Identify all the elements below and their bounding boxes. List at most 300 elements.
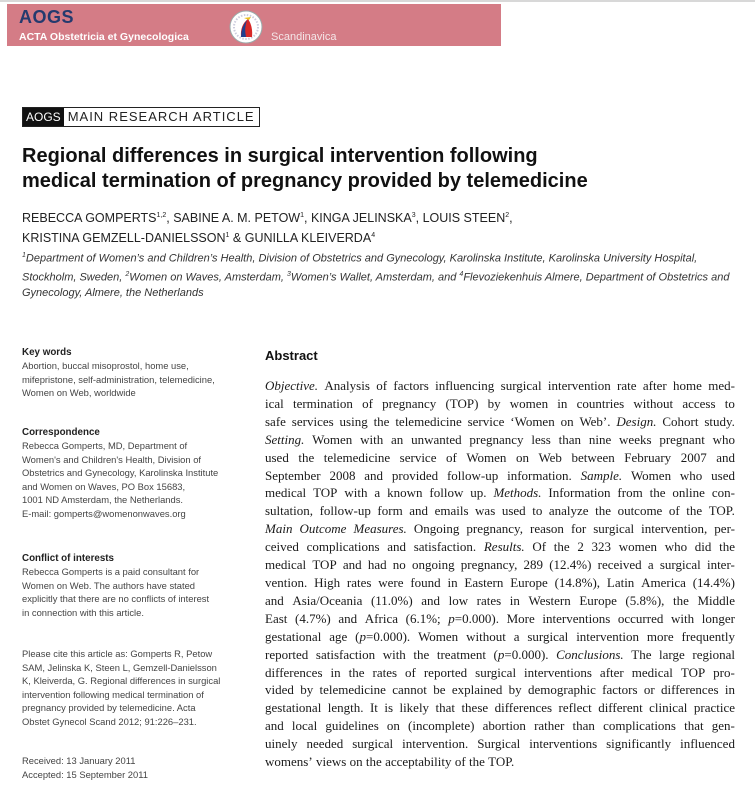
abstract-word xyxy=(702,610,735,628)
abstract-text: medical xyxy=(265,557,307,573)
abstract-text: Women xyxy=(466,449,507,465)
sidebar-line: K, Kleiverda, G. Regional differences in surgical xyxy=(22,675,221,687)
author-list xyxy=(22,207,513,247)
author-name: GUNILLA KLEIVERDA xyxy=(244,231,372,246)
abstract-word xyxy=(632,664,673,682)
abstract-word xyxy=(681,664,705,682)
abstract-text: after xyxy=(599,664,624,680)
abstract-text: reason xyxy=(530,521,564,537)
sidebar-line: Women on Web, worldwide xyxy=(22,387,136,399)
abstract-text: and xyxy=(421,592,441,608)
abstract-word xyxy=(556,646,624,664)
abstract-text: different xyxy=(598,700,643,716)
article-title xyxy=(22,144,742,194)
abstract-text: interventions xyxy=(529,736,598,752)
abstract-text: up. xyxy=(470,485,487,501)
abstract-line xyxy=(265,467,735,485)
abstract-word xyxy=(265,735,298,753)
author-name: REBECCA GOMPERTS xyxy=(22,211,157,226)
abstract-word xyxy=(435,377,494,395)
author-separator: & xyxy=(229,231,245,246)
received-date: Received: 13 January 2011 xyxy=(22,755,136,766)
author-name: SABINE A. M. PETOW xyxy=(173,211,301,226)
author xyxy=(422,211,513,226)
abstract-text: surgical xyxy=(500,378,542,393)
abstract-word xyxy=(528,592,570,610)
abstract-line xyxy=(265,395,735,413)
abstract-text: 2 xyxy=(577,539,584,555)
abstract-text: in xyxy=(447,574,458,590)
author xyxy=(311,211,416,225)
abstract-word xyxy=(347,574,372,592)
abstract-word xyxy=(534,717,564,735)
abstract-word xyxy=(292,592,362,610)
abstract-word xyxy=(414,520,460,538)
abstract-word xyxy=(648,556,654,574)
abstract-word xyxy=(579,413,610,431)
abstract-text: the xyxy=(468,754,485,770)
abstract-line xyxy=(265,753,735,771)
abstract-text: 2008 xyxy=(329,467,356,483)
abstract-text: demographic xyxy=(527,682,596,698)
abstract-text: study. xyxy=(704,413,735,429)
abstract-text: East xyxy=(265,610,288,626)
abstract-word xyxy=(617,377,636,395)
abstract-word xyxy=(387,717,400,735)
abstract-word xyxy=(365,610,398,628)
abstract-word xyxy=(376,377,387,395)
abstract-text: medical xyxy=(631,664,673,680)
abstract-text: who xyxy=(664,539,688,555)
abstract-word xyxy=(320,681,386,699)
conflict-heading: Conflict of interests xyxy=(22,553,114,564)
abstract-body xyxy=(265,377,735,771)
abstract-text: surgical xyxy=(475,664,517,680)
abstract-text: on xyxy=(560,413,574,429)
abstract-word xyxy=(531,431,551,449)
abstract-word xyxy=(331,664,341,682)
abstract-text: known xyxy=(387,485,423,501)
abstract-word xyxy=(466,449,506,467)
abstract-line xyxy=(265,449,735,467)
abstract-word xyxy=(694,699,735,717)
abstract-text: Surgical xyxy=(477,736,521,752)
abstract-word xyxy=(372,664,397,682)
abstract-word xyxy=(292,717,317,735)
abstract-word xyxy=(695,538,712,556)
abstract-word xyxy=(382,395,436,413)
abstract-text: weeks xyxy=(619,431,652,447)
abstract-word xyxy=(265,520,292,538)
abstract-word xyxy=(602,681,637,699)
abstract-word xyxy=(265,592,284,610)
abstract-word xyxy=(265,538,299,556)
abstract-text: the xyxy=(686,503,703,519)
abstract-word xyxy=(593,520,634,538)
abstract-word xyxy=(464,574,503,592)
abstract-word xyxy=(549,556,591,574)
abstract-word xyxy=(437,646,486,664)
abstract-text: treatment xyxy=(436,646,486,662)
abstract-text: and xyxy=(265,718,284,734)
abstract-word xyxy=(461,699,488,717)
abstract-text: and xyxy=(387,539,407,555)
abstract-word xyxy=(619,538,657,556)
abstract-word xyxy=(660,556,701,574)
abstract-word xyxy=(488,395,501,413)
author-affiliation-mark: 1,2 xyxy=(156,212,167,219)
sidebar-line: Abortion, buccal misoprostol, home use, xyxy=(22,360,189,371)
abstract-text: emails xyxy=(434,503,469,519)
affiliations xyxy=(22,248,742,301)
abstract-word xyxy=(338,610,357,628)
abstract-text: home xyxy=(673,378,702,393)
abstract-text: Women xyxy=(418,628,459,644)
abstract-word xyxy=(600,664,624,682)
author-affiliation-mark: 1 xyxy=(300,212,305,219)
abstract-word xyxy=(395,413,461,431)
abstract-text: Women xyxy=(630,467,672,483)
abstract-text: an xyxy=(391,431,404,447)
abstract-word xyxy=(662,413,698,431)
abstract-word xyxy=(461,556,518,574)
abstract-line xyxy=(265,735,735,753)
abstract-text: needed xyxy=(306,736,344,752)
abstract-word xyxy=(400,449,437,467)
abstract-word xyxy=(377,502,402,520)
abstract-text: and xyxy=(338,610,358,626)
abstract-word xyxy=(548,484,610,502)
abstract-word xyxy=(571,449,614,467)
abstract-word xyxy=(647,628,674,646)
abstract-text: in xyxy=(557,395,568,411)
abstract-word xyxy=(709,502,735,520)
abstract-text: in xyxy=(509,592,520,608)
abstract-word xyxy=(265,753,313,771)
abstract-word xyxy=(265,467,321,485)
abstract-text: telemedicine xyxy=(395,413,462,429)
abstract-text: differences xyxy=(265,664,323,680)
abstract-word xyxy=(581,467,623,485)
conflict-section xyxy=(22,553,247,619)
abstract-word xyxy=(579,592,617,610)
abstract-text: of xyxy=(445,449,457,465)
abstract-text: likely xyxy=(399,700,430,716)
abstract-text: interventions xyxy=(524,664,592,680)
abstract-line xyxy=(265,520,735,538)
abstract-word xyxy=(312,556,336,574)
abstract-text: women xyxy=(618,539,657,555)
abstract-text: interventions xyxy=(542,610,611,626)
abstract-text: September xyxy=(265,467,321,483)
abstract-text: from xyxy=(617,485,643,501)
abstract-text: nine xyxy=(588,431,612,447)
abstract-text: Asia/Oceania xyxy=(292,592,363,608)
abstract-text: High xyxy=(314,574,341,590)
abstract-word xyxy=(413,646,429,664)
abstract-text: is xyxy=(384,700,394,716)
abstract-text: TOP xyxy=(680,664,706,680)
abstract-word xyxy=(548,377,611,395)
affiliation-text: Women’s Wallet, Amsterdam, and xyxy=(290,271,460,284)
journal-seal-logo xyxy=(229,10,263,44)
author xyxy=(245,231,375,245)
abstract-text: medical xyxy=(265,485,307,501)
page-top-border xyxy=(0,0,755,2)
abstract-text: the xyxy=(649,485,666,501)
abstract-word xyxy=(447,467,498,485)
abstract-word xyxy=(421,592,440,610)
abstract-word xyxy=(577,395,625,413)
sidebar-line: Obstetrics and Gynecology, Karolinska Institute xyxy=(22,467,219,479)
abstract-word xyxy=(712,484,735,502)
abstract-word xyxy=(343,556,362,574)
abstract-word xyxy=(265,377,318,395)
abstract-word xyxy=(405,664,416,682)
abstract-text: 289 xyxy=(523,557,544,573)
abstract-word xyxy=(429,484,463,502)
abstract-text: who xyxy=(679,467,703,483)
author-affiliation-mark: 1 xyxy=(225,232,230,240)
abstract-text: online xyxy=(672,485,705,501)
abstract-text: unwanted xyxy=(411,431,462,447)
abstract-text: using xyxy=(339,413,368,429)
author xyxy=(22,211,166,225)
abstract-text: pregnancy xyxy=(469,431,524,447)
abstract-text: follow-up xyxy=(446,467,499,483)
abstract-word xyxy=(307,538,380,556)
abstract-word xyxy=(650,484,666,502)
abstract-word xyxy=(507,610,535,628)
abstract-text: the xyxy=(553,539,570,555)
abstract-text: abortion xyxy=(482,718,526,734)
abstract-text: be xyxy=(433,682,446,698)
citation-section xyxy=(22,647,247,729)
author-separator: , xyxy=(415,211,423,226)
abstract-word xyxy=(265,610,287,628)
abstract-word xyxy=(606,735,671,753)
sidebar-line: pregnancy provided by telemedicine. Acta xyxy=(22,702,196,714)
abstract-text: received xyxy=(597,557,642,573)
abstract-text: reflect xyxy=(558,700,592,716)
abstract-word xyxy=(693,574,735,592)
author-affiliation-mark: 4 xyxy=(371,232,376,240)
abstract-text: intervention. xyxy=(402,736,469,752)
abstract-text: occurred xyxy=(617,610,664,626)
abstract-text: length. xyxy=(327,700,364,716)
abstract-word xyxy=(292,413,334,431)
sidebar-line: in connection with this article. xyxy=(22,606,144,618)
abstract-text: med- xyxy=(708,378,735,393)
abstract-text: the xyxy=(719,539,735,555)
abstract-text: more xyxy=(646,628,674,644)
abstract-word xyxy=(603,717,676,735)
abstract-word xyxy=(466,628,506,646)
abstract-word xyxy=(344,484,367,502)
abstract-text: =0.000). xyxy=(366,628,411,644)
abstract-text: complications xyxy=(306,539,380,555)
abstract-text: ceived xyxy=(265,539,299,555)
abstract-text: pregnancy, xyxy=(460,557,518,573)
abstract-word xyxy=(325,717,378,735)
author-name: LOUIS STEEN xyxy=(422,211,506,226)
article-type-prefix: AOGS xyxy=(23,108,64,126)
abstract-line xyxy=(265,502,735,520)
abstract-text: and xyxy=(716,449,735,465)
abstract-line xyxy=(265,681,735,699)
abstract-text: ongoing xyxy=(411,557,455,573)
abstract-word xyxy=(320,502,371,520)
abstract-italic-term: Conclusions. xyxy=(556,646,624,662)
abstract-text: Europe xyxy=(510,574,548,590)
abstract-word xyxy=(669,502,680,520)
abstract-word xyxy=(355,628,410,646)
abstract-word xyxy=(555,574,601,592)
abstract-text: (12.4%) xyxy=(549,557,592,573)
abstract-word xyxy=(370,699,378,717)
abstract-word xyxy=(711,467,735,485)
correspondence-email[interactable]: E-mail: gomperts@womenonwaves.org xyxy=(22,507,186,519)
dates-section xyxy=(22,754,247,781)
abstract-word xyxy=(265,574,307,592)
abstract-word xyxy=(368,556,387,574)
abstract-text: factors xyxy=(602,682,638,698)
abstract-line xyxy=(265,717,735,735)
abstract-word xyxy=(435,502,469,520)
abstract-text: and xyxy=(409,503,429,519)
abstract-text: did xyxy=(694,539,712,555)
abstract-text: Europe xyxy=(579,592,617,608)
abstract-word xyxy=(716,449,735,467)
abstract-text: telemedicine xyxy=(323,449,391,465)
abstract-word xyxy=(366,753,382,771)
abstract-text: no xyxy=(392,557,406,573)
abstract-text: rates xyxy=(346,574,372,590)
abstract-word xyxy=(265,502,313,520)
abstract-text: between xyxy=(571,449,615,465)
abstract-word xyxy=(306,735,343,753)
abstract-word xyxy=(387,484,422,502)
sidebar-line: Women on Web. The authors have stated xyxy=(22,579,196,591)
abstract-italic-term: Objective. xyxy=(265,378,319,393)
abstract-text: intervention, xyxy=(641,521,708,537)
abstract-heading: Abstract xyxy=(265,348,318,363)
journal-header-band xyxy=(7,4,501,46)
abstract-text: women xyxy=(509,395,549,411)
abstract-word xyxy=(371,592,413,610)
abstract-text: The xyxy=(631,646,652,662)
abstract-word xyxy=(549,502,589,520)
abstract-word xyxy=(680,467,702,485)
abstract-text: TOP. xyxy=(708,503,735,519)
abstract-text: cannot xyxy=(392,682,427,698)
abstract-line xyxy=(265,377,735,395)
abstract-text: a xyxy=(513,628,520,644)
abstract-word xyxy=(265,484,306,502)
abstract-text: was xyxy=(475,503,496,519)
abstract-word xyxy=(619,431,652,449)
abstract-text: ( xyxy=(493,646,498,662)
abstract-word xyxy=(449,592,469,610)
abstract-text: the xyxy=(348,664,365,680)
abstract-word xyxy=(265,681,294,699)
keywords-section xyxy=(22,347,247,400)
abstract-word xyxy=(483,717,526,735)
abstract-text: by xyxy=(300,682,314,698)
abstract-word xyxy=(686,502,702,520)
sidebar-line: Rebecca Gomperts is a paid consultant for xyxy=(22,566,200,577)
abstract-italic-term: Methods. xyxy=(493,485,542,501)
abstract-text: (TOP) xyxy=(445,395,479,411)
abstract-text: clinical xyxy=(649,700,688,716)
abstract-text: (11.0%) xyxy=(370,592,413,608)
abstract-word xyxy=(529,735,597,753)
abstract-text: =0.000). xyxy=(454,610,499,626)
abstract-text: It xyxy=(369,700,378,716)
correspondence-heading: Correspondence xyxy=(22,427,100,438)
abstract-word xyxy=(684,717,704,735)
abstract-text: with xyxy=(344,485,368,501)
abstract-italic-term: Sample. xyxy=(580,467,623,483)
article-type-badge xyxy=(22,107,260,127)
abstract-text: rate xyxy=(617,378,637,393)
abstract-word xyxy=(329,467,355,485)
abstract-word xyxy=(265,431,304,449)
abstract-text: Web xyxy=(538,449,562,465)
abstract-text: the xyxy=(413,646,430,662)
abstract-text: with xyxy=(382,646,406,662)
abstract-text: these xyxy=(461,700,489,716)
abstract-word xyxy=(470,484,486,502)
abstract-text: per- xyxy=(714,521,735,537)
title-line: medical termination of pregnancy provided by telemedicine xyxy=(22,170,588,192)
abstract-text: the xyxy=(595,503,612,519)
journal-suffix: Scandinavica xyxy=(271,31,337,43)
abstract-text: vided xyxy=(265,682,294,698)
abstract-text: (4.7%) xyxy=(295,610,331,626)
abstract-word xyxy=(524,664,592,682)
abstract-word xyxy=(643,377,667,395)
abstract-text: TOP xyxy=(313,485,338,501)
abstract-text: local xyxy=(291,718,318,734)
abstract-word xyxy=(445,395,478,413)
abstract-text: on xyxy=(515,449,529,465)
abstract-italic-term: Outcome xyxy=(299,521,347,537)
abstract-line xyxy=(265,664,735,682)
abstract-text: rates xyxy=(476,592,502,608)
abstract-text: Cohort xyxy=(662,413,699,429)
abstract-word xyxy=(644,681,655,699)
abstract-text: (incomplete) xyxy=(408,718,475,734)
abstract-word xyxy=(661,681,719,699)
abstract-word xyxy=(329,628,347,646)
abstract-text: that xyxy=(684,718,704,734)
abstract-text: and xyxy=(364,467,384,483)
abstract-text: gen- xyxy=(711,718,735,734)
abstract-text: inter- xyxy=(706,557,735,573)
abstract-text: low xyxy=(448,592,469,608)
abstract-word xyxy=(324,449,390,467)
abstract-word xyxy=(510,413,554,431)
affiliation-text: Department of Women’s and Children’s Health, Division of Obstetrics and Gynecology, Karolinska Institute, Karolinska University Hospital, Stockholm, Sweden, xyxy=(22,252,698,284)
abstract-text: TOP xyxy=(312,557,337,573)
abstract-word xyxy=(576,628,639,646)
abstract-text: the xyxy=(672,592,689,608)
abstract-text: differences xyxy=(494,700,553,716)
abstract-word xyxy=(410,574,440,592)
abstract-text: frequently xyxy=(681,628,735,644)
abstract-text: reported xyxy=(423,664,468,680)
